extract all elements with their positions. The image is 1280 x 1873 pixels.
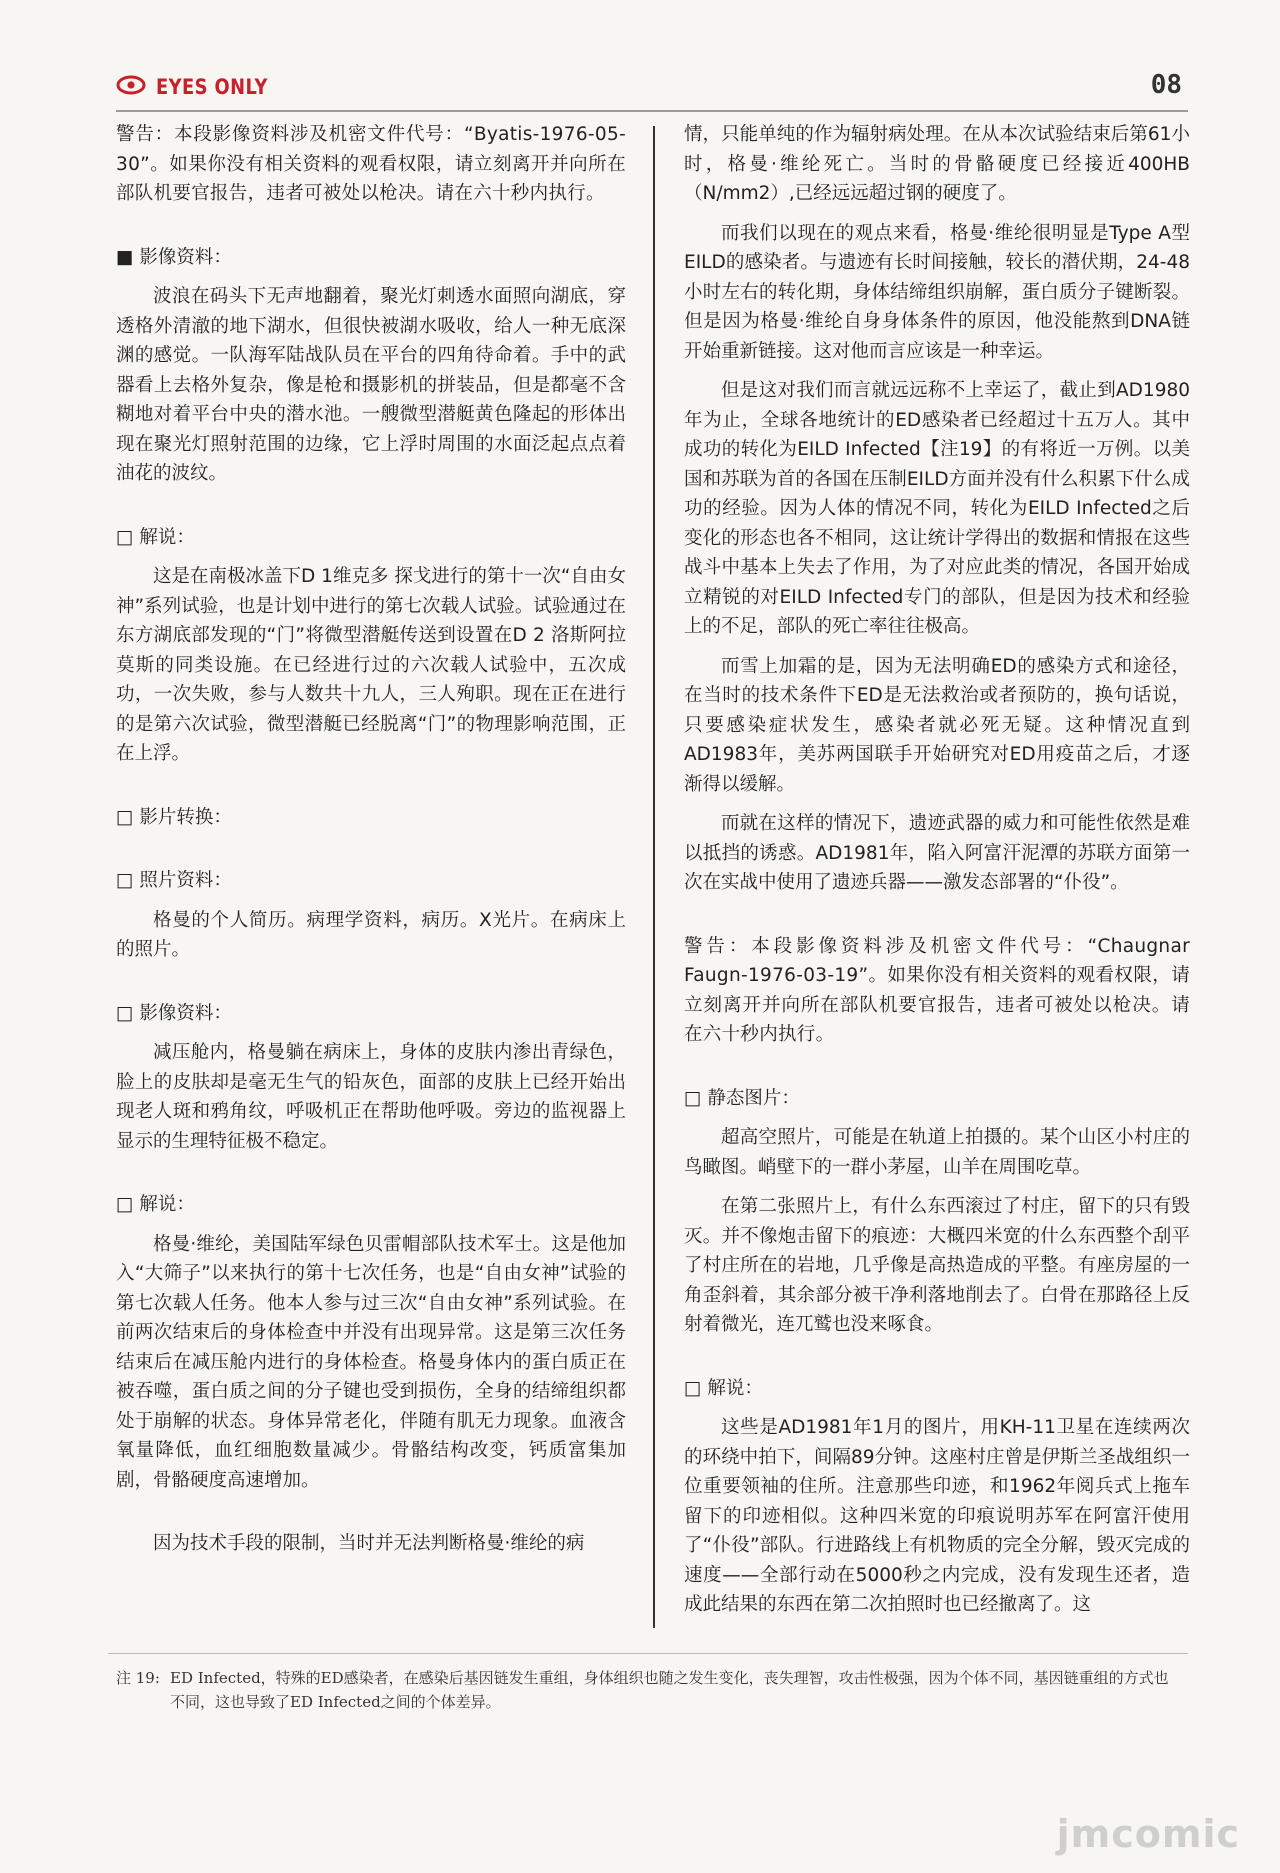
footnote [116, 1666, 1176, 1714]
section-heading: □ 静态图片： [684, 1087, 800, 1109]
body-paragraph: 格曼·维纶，美国陆军绿色贝雷帽部队技术军士。这是他加入“大筛子”以来执行的第十七次任务，也是“自由女神”试验的第七次载人任务。他本人参与过三次“自由女神”系列试验。在前两次结束后的身体检查中并没有出现异常。这是第三次任务结束后在减压舱内进行的身体检查。格曼身体内的蛋白质正在被吞噬，蛋白质之间的分子键也受到损伤，全身的结缔组织都处于崩解的状态。身体异常老化，伴随有肌无力现象。血液含氧量降低，血红细胞数量减少。骨骼结构改变，钙质富集加剧，骨骼硬度高速增加。 [116, 1233, 626, 1491]
left-column [116, 120, 626, 1569]
body-paragraph: 这是在南极冰盖下D 1维克多 探戈进行的第十一次“自由女神”系列试验，也是计划中进行的第七次载人试验。试验通过在东方湖底部发现的“门”将微型潜艇传送到设置在D 2 洛斯阿拉莫斯的同类设施。在已经进行过的六次载人试验中，五次成功，一次失败，参与人数共十九人，三人殉职。现在正在进行的是第六次试验，微型潜艇已经脱离“门”的物理影响范围，正在上浮。 [116, 566, 626, 764]
body-paragraph: 减压舱内，格曼躺在病床上，身体的皮肤内渗出青绿色，脸上的皮肤却是毫无生气的铅灰色，面部的皮肤上已经开始出现老人斑和鸦角纹，呼吸机正在帮助他呼吸。旁边的监视器上显示的生理特征极不稳定。 [116, 1042, 626, 1152]
section-heading: □ 解说： [684, 1377, 763, 1399]
footnote-text: ED Infected，特殊的ED感染者，在感染后基因链发生重组，身体组织也随之发生变化，丧失理智，攻击性极强，因为个体不同，基因链重组的方式也不同，这也导致了ED Infected之间的个体差异。 [170, 1669, 1169, 1711]
page-number: 08 [1150, 70, 1182, 100]
footnote-label: 注 19: [116, 1669, 160, 1687]
warning-paragraph: 警告：本段影像资料涉及机密文件代号：“Chaugnar Faugn-1976-03-19”。如果你没有相关资料的观看权限，请立刻离开并向所在部队机要官报告，违者可被处以枪决。请在六十秒内执行。 [684, 935, 1190, 1045]
page-header [116, 70, 1188, 112]
section-heading: □ 影像资料： [116, 1002, 232, 1024]
body-paragraph: 超高空照片，可能是在轨道上拍摄的。某个山区小村庄的鸟瞰图。峭壁下的一群小茅屋，山羊在周围吃草。 [684, 1127, 1190, 1178]
right-column [684, 120, 1190, 1630]
footnote-rule [108, 1653, 1188, 1654]
body-paragraph: 情，只能单纯的作为辐射病处理。在从本次试验结束后第61小时，格曼·维纶死亡。当时的骨骼硬度已经接近400HB（N/mm2）,已经远远超过钢的硬度了。 [684, 124, 1190, 204]
body-paragraph: 而我们以现在的观点来看，格曼·维纶很明显是Type A型EILD的感染者。与遗迹有长时间接触，较长的潜伏期，24-48小时左右的转化期，身体结缔组织崩解，蛋白质分子键断裂。但是因为格曼·维纶自身身体条件的原因，他没能熬到DNA链开始重新链接。这对他而言应该是一种幸运。 [684, 222, 1190, 362]
body-paragraph: 但是这对我们而言就远远称不上幸运了，截止到AD1980年为止，全球各地统计的ED感染者已经超过十五万人。其中成功的转化为EILD Infected【注19】的有将近一万例。以美国和苏联为首的各国在压制EILD方面并没有什么积累下什么成功的经验。因为人体的情况不同，转化为EILD Infected之后变化的形态也各不相同，这让统计学得出的数据和情报在这些战斗中基本上失去了作用，为了对应此类的情况，各国开始成立精锐的对EILD Infected专门的部队，但是因为技术和经验上的不足，部队的死亡率往往极高。 [684, 380, 1190, 637]
section-heading: ■ 影像资料： [116, 246, 232, 268]
watermark: jmcomic [1056, 1812, 1240, 1856]
section-heading: □ 照片资料： [116, 870, 232, 891]
body-paragraph: 波浪在码头下无声地翻着，聚光灯刺透水面照向湖底，穿透格外清澈的地下湖水，但很快被湖水吸收，给人一种无底深渊的感觉。一队海军陆战队员在平台的四角待命着。手中的武器看上去格外复杂，像是枪和摄影机的拼装品，但是都毫不含糊地对着平台中央的潜水池。一艘微型潜艇黄色隆起的形体出现在聚光灯照射范围的边缘，它上浮时周围的水面泛起点点着油花的波纹。 [116, 286, 626, 484]
body-paragraph: 而就在这样的情况下，遗迹武器的威力和可能性依然是难以抵挡的诱惑。AD1981年，陷入阿富汗泥潭的苏联方面第一次在实战中使用了遗迹兵器——激发态部署的“仆役”。 [684, 813, 1190, 893]
body-paragraph: 这些是AD1981年1月的图片，用KH-11卫星在连续两次的环绕中拍下，间隔89分钟。这座村庄曾是伊斯兰圣战组织一位重要领袖的住所。注意那些印迹，和1962年阅兵式上拖车留下的印迹相似。这种四米宽的印痕说明苏军在阿富汗使用了“仆役”部队。行进路线上有机物质的完全分解，毁灭完成的速度——全部行动在5000秒之内完成，没有发现生还者，造成此结果的东西在第二次拍照时也已经撤离了。这 [684, 1417, 1190, 1615]
body-paragraph: 而雪上加霜的是，因为无法明确ED的感染方式和途径，在当时的技术条件下ED是无法救治或者预防的，换句话说，只要感染症状发生，感染者就必死无疑。这种情况直到AD1983年，美苏两国联手开始研究对ED用疫苗之后，才逐渐得以缓解。 [684, 655, 1190, 795]
brand [116, 74, 288, 100]
brand-text: EYES ONLY [156, 75, 268, 99]
section-heading: □ 解说： [116, 526, 195, 548]
eye-icon [116, 74, 146, 100]
warning-paragraph: 警告：本段影像资料涉及机密文件代号：“Byatis-1976-05-30”。如果你没有相关资料的观看权限，请立刻离开并向所在部队机要官报告，违者可被处以枪决。请在六十秒内执行。 [116, 124, 626, 204]
body-paragraph: 格曼的个人简历。病理学资料，病历。X光片。在病床上的照片。 [116, 909, 626, 960]
body-paragraph: 因为技术手段的限制，当时并无法判断格曼·维纶的病 [153, 1533, 585, 1554]
section-heading: □ 影片转换： [116, 806, 232, 828]
body-paragraph: 在第二张照片上，有什么东西滚过了村庄，留下的只有毁灭。并不像炮击留下的痕迹：大概四米宽的什么东西整个刮平了村庄所在的岩地，几乎像是高热造成的平整。有座房屋的一角歪斜着，其余部分被干净利落地削去了。白骨在那路径上反射着微光，连兀鹫也没来啄食。 [684, 1196, 1190, 1335]
column-divider [653, 126, 655, 1628]
section-heading: □ 解说： [116, 1194, 195, 1215]
